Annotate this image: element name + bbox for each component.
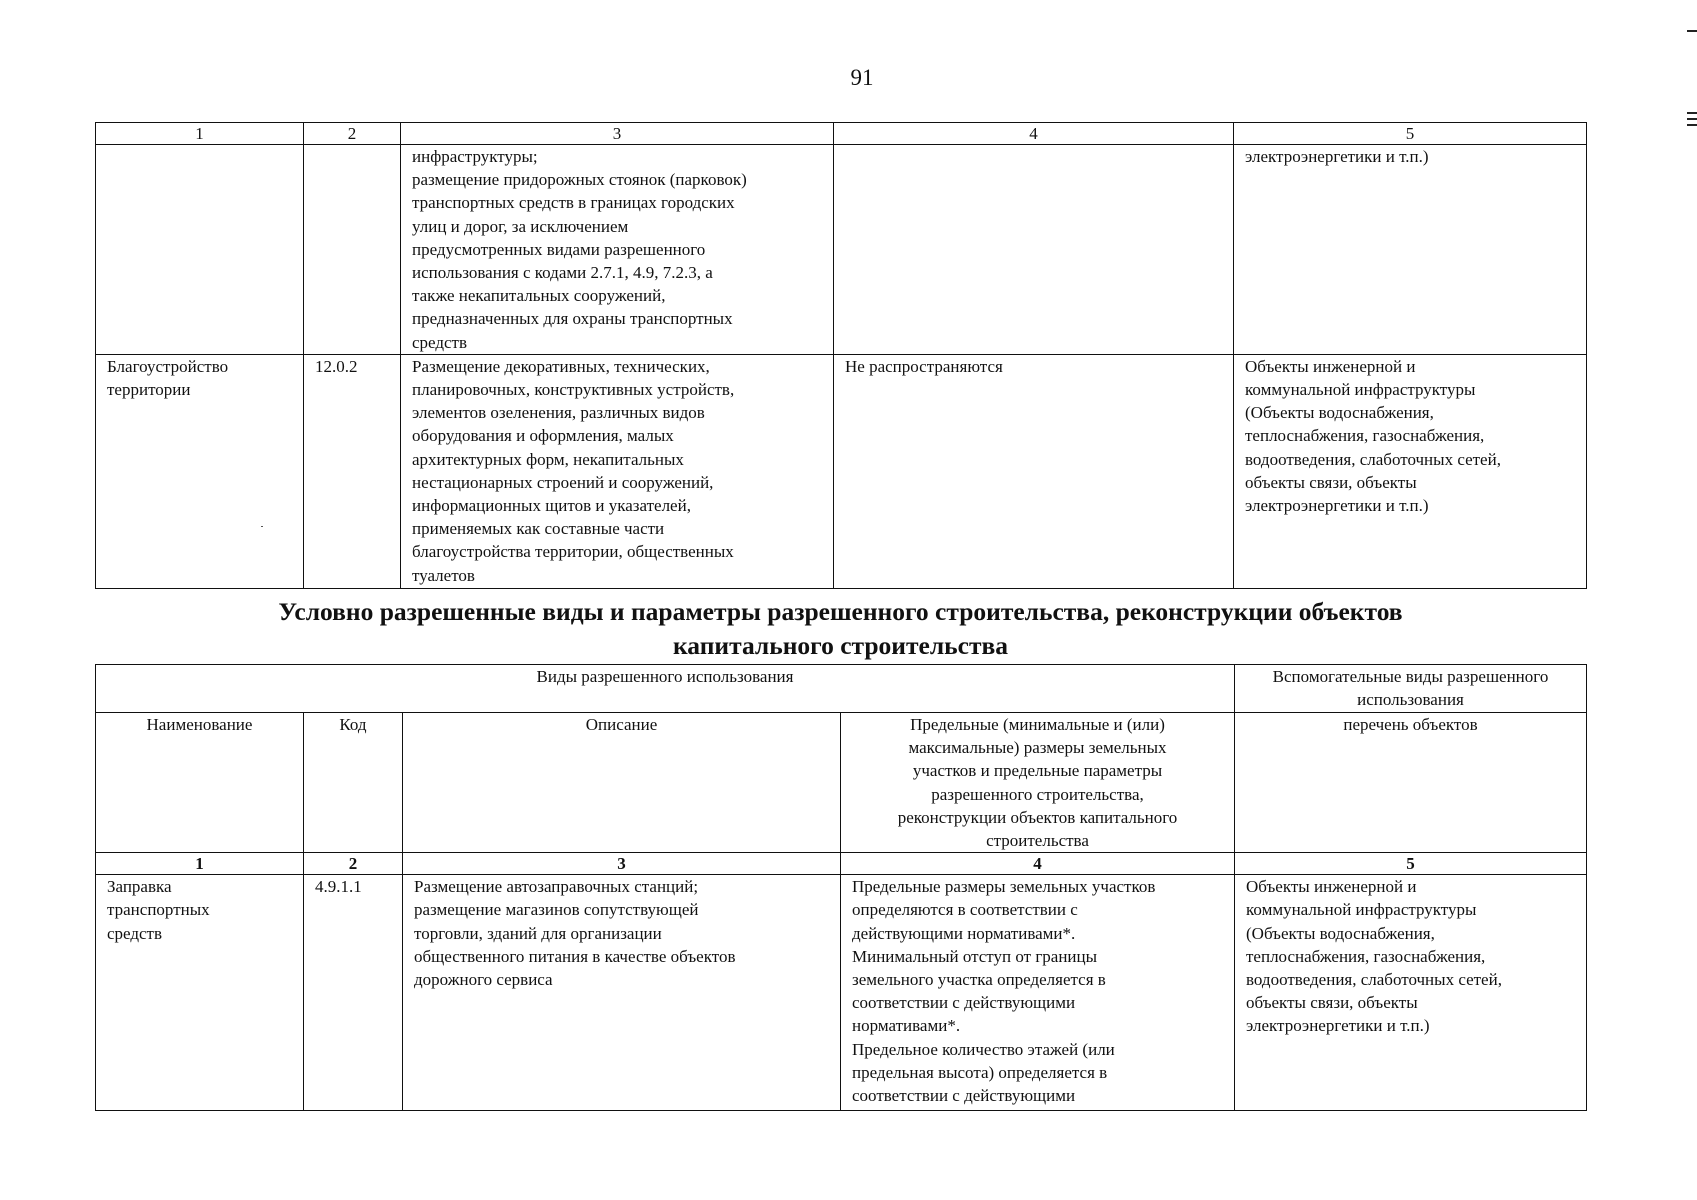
cell-description: Размещение декоративных, технических, планировочных, конструктивных устройств, элементов озеленения, различных видов оборудования и оформления, малых архитектурных форм, некапитальных нестационарных строений и сооружений, информационных щитов и указателей, применяемых как составные части благоустройства территории, общественных туалетов (401, 354, 834, 588)
cell-auxiliary: электроэнергетики и т.п.) (1234, 145, 1587, 355)
header-row (96, 713, 1587, 853)
cell-parameters (834, 145, 1234, 355)
column-number: 3 (403, 853, 841, 875)
header-parameters: Предельные (минимальные и (или) максимальные) размеры земельных участков и предельные параметры разрешенного строительства, реконструкции объектов капитального строительства (841, 713, 1235, 853)
header-group-row (96, 665, 1587, 713)
scan-edge-mark (1687, 30, 1697, 32)
scan-speck (261, 526, 263, 527)
cell-code: 12.0.2 (304, 354, 401, 588)
column-number: 5 (1234, 123, 1587, 145)
table-row (96, 875, 1587, 1111)
lower-table (95, 664, 1587, 1111)
cell-description: Размещение автозаправочных станций; размещение магазинов сопутствующей торговли, зданий для организации общественного питания в качестве объектов дорожного сервиса (403, 875, 841, 1111)
column-number: 4 (841, 853, 1235, 875)
header-description: Описание (403, 713, 841, 853)
column-number: 1 (96, 123, 304, 145)
column-number: 2 (304, 123, 401, 145)
cell-name (96, 145, 304, 355)
cell-auxiliary: Объекты инженерной и коммунальной инфраструктуры (Объекты водоснабжения, теплоснабжения, газоснабжения, водоотведения, слаботочных сетей, объекты связи, объекты электроэнергетики и т.п.) (1234, 354, 1587, 588)
column-number-row (96, 123, 1587, 145)
table-row (96, 354, 1587, 588)
column-number-row (96, 853, 1587, 875)
upper-table (95, 122, 1587, 589)
cell-name: Благоустройство территории (96, 354, 304, 588)
section-title: Условно разрешенные виды и параметры разрешенного строительства, реконструкции объектов капитального строительства (278, 597, 1403, 660)
cell-description: инфраструктуры; размещение придорожных стоянок (парковок) транспортных средств в границах городских улиц и дорог, за исключением предусмотренных видами разрешенного использования с кодами 2.7.1, 4.9, 7.2.3, а также некапитальных сооружений, предназначенных для охраны транспортных средств (401, 145, 834, 355)
scan-edge-mark (1687, 118, 1697, 120)
table-row (96, 145, 1587, 355)
column-number: 3 (401, 123, 834, 145)
cell-parameters: Не распространяются (834, 354, 1234, 588)
header-name: Наименование (96, 713, 304, 853)
cell-auxiliary: Объекты инженерной и коммунальной инфраструктуры (Объекты водоснабжения, теплоснабжения, газоснабжения, водоотведения, слаботочных сетей, объекты связи, объекты электроэнергетики и т.п.) (1235, 875, 1587, 1111)
column-number: 5 (1235, 853, 1587, 875)
page-number: 91 (850, 65, 874, 90)
header-code: Код (304, 713, 403, 853)
header-group-main: Виды разрешенного использования (96, 665, 1235, 713)
column-number: 4 (834, 123, 1234, 145)
column-number: 2 (304, 853, 403, 875)
cell-code (304, 145, 401, 355)
scan-edge-mark (1687, 112, 1697, 114)
column-number: 1 (96, 853, 304, 875)
header-aux-list: перечень объектов (1235, 713, 1587, 853)
cell-name: Заправка транспортных средств (96, 875, 304, 1111)
cell-parameters: Предельные размеры земельных участков определяются в соответствии с действующими нормативами*. Минимальный отступ от границы земельного участка определяется в соответствии с действующими нормативами*. Предельное количество этажей (или предельная высота) определяется в соответствии с действующими (841, 875, 1235, 1111)
cell-code: 4.9.1.1 (304, 875, 403, 1111)
header-group-aux: Вспомогательные виды разрешенного использования (1235, 665, 1587, 713)
scan-edge-mark (1687, 124, 1697, 126)
